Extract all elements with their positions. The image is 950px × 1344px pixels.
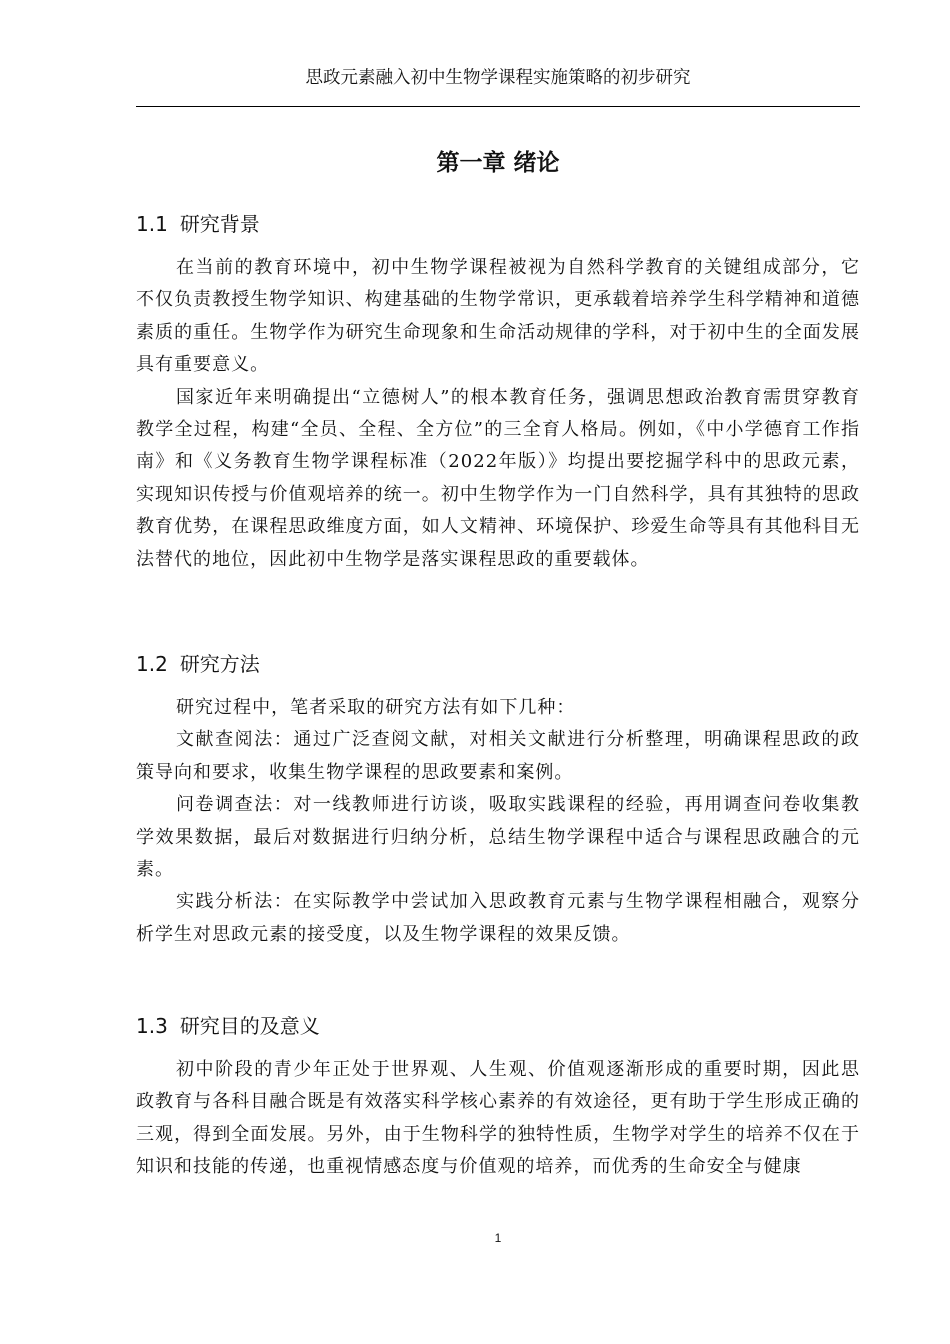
section-title: 研究目的及意义: [179, 1014, 320, 1038]
paragraph: 文献查阅法：通过广泛查阅文献，对相关文献进行分析整理，明确课程思政的政策导向和要求，收集生物学课程的思政要素和案例。: [136, 729, 860, 783]
paragraph: 实践分析法：在实际教学中尝试加入思政教育元素与生物学课程相融合，观察分析学生对思政元素的接受度，以及生物学课程的效果反馈。: [136, 891, 860, 945]
section-title: 研究方法: [179, 652, 260, 676]
section-number: 1.1: [136, 212, 168, 236]
paragraph: 问卷调查法：对一线教师进行访谈，吸取实践课程的经验，再用调查问卷收集教学效果数据，最后对数据进行归纳分析，总结生物学课程中适合与课程思政融合的元素。: [136, 794, 860, 881]
section-number: 1.3: [136, 1014, 168, 1038]
paragraph: 研究过程中，笔者采取的研究方法有如下几种：: [176, 697, 576, 718]
section-body-1-2: [136, 692, 860, 951]
section-number: 1.2: [136, 652, 168, 676]
running-header: 思政元素融入初中生物学课程实施策略的初步研究: [305, 68, 691, 88]
section-heading-1-3: [136, 1012, 860, 1040]
header-rule: [136, 106, 860, 107]
section-body-1-1: [136, 252, 860, 576]
paragraph: 国家近年来明确提出“立德树人”的根本教育任务，强调思想政治教育需贯穿教育教学全过程，构建“全员、全程、全方位”的三全育人格局。例如，《中小学德育工作指南》和《义务教育生物学课程标准（2022年版）》均提出要挖掘学科中的思政元素，实现知识传授与价值观培养的统一。初中生物学作为一门自然科学，具有其独特的思政教育优势，在课程思政维度方面，如人文精神、环境保护、珍爱生命等具有其他科目无法替代的地位，因此初中生物学是落实课程思政的重要载体。: [136, 386, 860, 570]
paragraph: 在当前的教育环境中，初中生物学课程被视为自然科学教育的关键组成部分，它不仅负责教授生物学知识、构建基础的生物学常识，更承载着培养学生科学精神和道德素质的重任。生物学作为研究生命现象和生命活动规律的学科，对于初中生的全面发展具有重要意义。: [136, 257, 860, 376]
section-body-1-3: [136, 1054, 860, 1184]
section-heading-1-1: [136, 210, 860, 238]
page-number: 1: [494, 1231, 502, 1245]
chapter-title: 第一章 绪论: [436, 150, 560, 176]
paragraph: 初中阶段的青少年正处于世界观、人生观、价值观逐渐形成的重要时期，因此思政教育与各科目融合既是有效落实科学核心素养的有效途径，更有助于学生形成正确的三观，得到全面发展。另外，由于生物科学的独特性质，生物学对学生的培养不仅在于知识和技能的传递，也重视情感态度与价值观的培养，而优秀的生命安全与健康: [136, 1059, 860, 1178]
section-heading-1-2: [136, 650, 860, 678]
section-title: 研究背景: [179, 212, 260, 236]
